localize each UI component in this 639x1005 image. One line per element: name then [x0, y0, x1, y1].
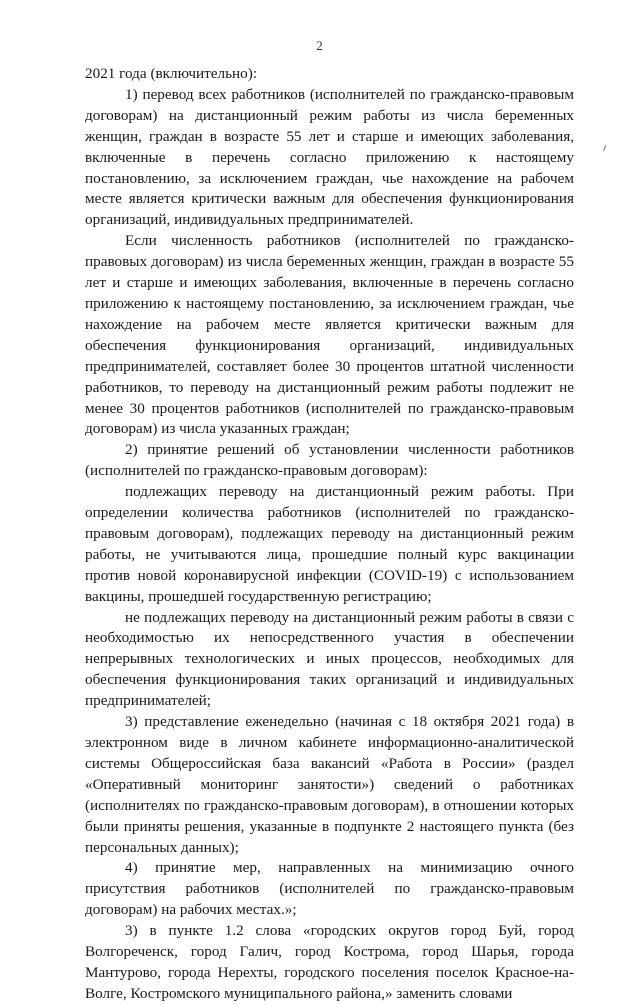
paragraph-item-2-sub-a: подлежащих переводу на дистанционный режим работы. При определении количества работников (исполнителей по гражданско-правовым договорам), подлежащих переводу на дистанционный режим работы, не учитываются лица, прошедшие полный курс вакцинации против новой коронавирусной инфекции (COVID-19) с использованием вакцины, прошедшей государственную регистрацию; — [85, 483, 574, 605]
paragraph-continuation: 2021 года (включительно): — [85, 65, 258, 82]
paragraph-item-2-sub-b: не подлежащих переводу на дистанционный режим работы в связи с необходимостью их непосредственного участия в обеспечении непрерывных технологических и иных процессов, необходимых для обеспечения функционирования таких организаций и индивидуальных предпринимателей; — [85, 608, 574, 710]
paragraph-item-4: 4) принятие мер, направленных на минимизацию очного присутствия работников (исполнителей по гражданско-правовым договорам) на рабочих местах.»; — [85, 859, 574, 919]
paragraph-item-1: 1) перевод всех работников (исполнителей по гражданско-правовым договорам) на дистанционный режим работы из числа беременных женщин, граждан в возрасте 55 лет и старше и имеющих заболевания, включенные в перечень согласно приложению к настоящему постановлению, за исключением граждан, чье нахождение на рабочем месте является критически важным для обеспечения функционирования организаций, индивидуальных предпринимателей. — [85, 85, 574, 229]
paragraph-item-3: 3) представление еженедельно (начиная с 18 октября 2021 года) в электронном виде в личном кабинете информационно-аналитической системы Общероссийская база вакансий «Работа в России» (раздел «Оперативный мониторинг занятости») сведений о работниках (исполнителях по гражданско-правовым договорам), в отношении которых были приняты решения, указанные в подпункте 2 настоящего пункта (без персональных данных); — [85, 713, 574, 856]
paragraph-condition: Если численность работников (исполнителей по гражданско-правовых договорам) из числа беременных женщин, граждан в возрасте 55 лет и старше и имеющих заболевания, включенные в перечень согласно приложению к настоящему постановлению, за исключением граждан, чье нахождение на рабочем месте является критически важным для обеспечения функционирования организаций, индивидуальных предпринимателей, составляет более 30 процентов штатной численности работников, то переводу на дистанционный режим работы подлежит не менее 30 процентов работников (исполнителей по гражданско-правовым договорам) из числа указанных граждан; — [85, 232, 574, 438]
paragraph-amendment-3: 3) в пункте 1.2 слова «городских округов город Буй, город Волгореченск, город Галич, город Кострома, город Шарья, города Мантурово, города Нерехты, городского поселения поселок Красное-на-Волге, Костромского муниципального района,» заменить словами — [85, 922, 574, 1002]
margin-mark — [603, 145, 611, 153]
document-body — [85, 64, 574, 1005]
page-number: 2 — [316, 38, 323, 53]
paragraph-item-2: 2) принятие решений об установлении численности работников (исполнителей по гражданско-правовым договорам): — [85, 441, 574, 480]
